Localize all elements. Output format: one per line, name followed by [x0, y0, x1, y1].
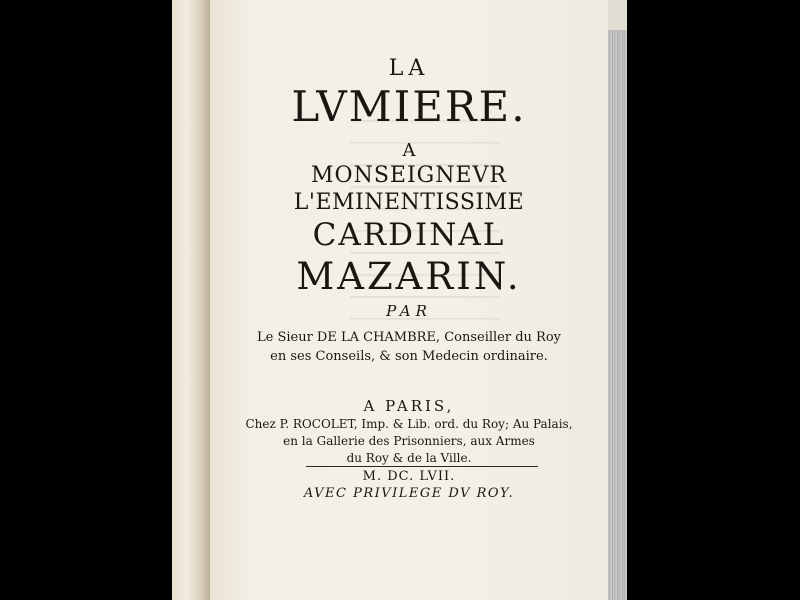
author-line-2: en ses Conseils, & son Medecin ordinaire. — [270, 349, 548, 364]
dedication-eminentissime: L'EMINENTISSIME — [293, 190, 525, 215]
byline-par: PAR — [386, 302, 432, 320]
divider-rule — [306, 466, 538, 467]
book — [172, 0, 627, 600]
dedication-monseigneur: MONSEIGNEVR — [311, 163, 507, 188]
imprint-line-1: Chez P. ROCOLET, Imp. & Lib. ord. du Roy; Au Palais, — [245, 417, 573, 431]
dedication-mazarin: MAZARIN. — [296, 255, 522, 298]
title-line-la: LA — [388, 56, 430, 81]
royal-privilege: AVEC PRIVILEGE DV ROY. — [303, 486, 515, 501]
imprint-city: A PARIS, — [363, 397, 455, 415]
publication-date: M. DC. LVII. — [362, 469, 456, 484]
book-binding-edge — [172, 0, 210, 600]
title-page-text — [210, 0, 608, 600]
author-line-1: Le Sieur DE LA CHAMBRE, Conseiller du Roy — [256, 330, 562, 345]
page-stack-top — [608, 0, 627, 30]
page-stack-edge — [608, 0, 627, 600]
title-line-lumiere: LVMIERE. — [291, 82, 527, 131]
dedication-a: A — [402, 140, 416, 161]
imprint-line-2: en la Gallerie des Prisonniers, aux Armes — [283, 434, 535, 448]
dedication-cardinal: CARDINAL — [312, 217, 506, 253]
imprint-line-3: du Roy & de la Ville. — [346, 451, 472, 465]
